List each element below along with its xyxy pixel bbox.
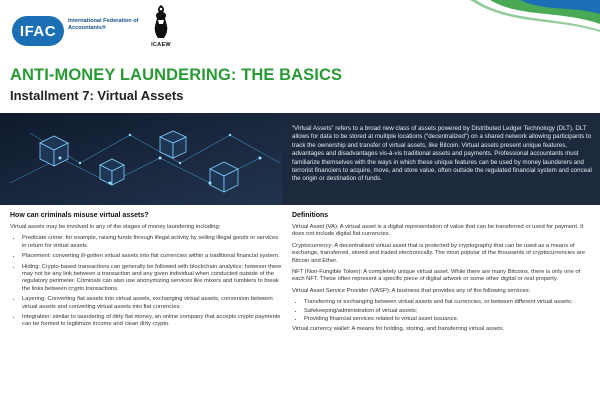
icaew-logo	[146, 4, 176, 60]
list-item: • Placement: converting ill-gotten virtual assets into fiat currencies within a traditional financial system.	[22, 253, 282, 260]
page-title: ANTI-MONEY LAUNDERING: THE BASICS	[10, 66, 343, 84]
definitions-section	[292, 212, 590, 338]
definition-item: Virtual currency wallet: A means for holding, storing, and transferring virtual assets.	[292, 326, 505, 333]
vasp-list	[292, 299, 590, 323]
list-item: • Hiding: Crypto-based transactions can generally be followed with blockchain analytics; however there may not be any link between a transaction and any given individual when conducted outside of the regulatory perimeter. Criminals can also use anonymizing services like mixers and tumblers to break the links between crypto transactions.	[22, 264, 282, 294]
list-item: • Transferring or exchanging between virtual assets and fiat currencies, or between different virtual assets;	[304, 299, 590, 306]
list-item: • Predicate crime: for example, raising funds through illegal activity by selling illegal goods or services in return for virtual assets.	[22, 235, 282, 250]
intro-banner	[0, 113, 600, 205]
corner-decoration	[450, 0, 600, 34]
icaew-crest-icon	[150, 4, 172, 40]
installment-label: Installment 7:	[10, 88, 94, 103]
definition-item: NFT (Non-Fungible Token): A completely unique virtual asset. While there are many Bitcoins, there is only one of each NFT. These often represent a specific piece of digital artwork or some other digital or real property.	[292, 269, 581, 283]
ifac-logo: IFAC	[12, 16, 64, 46]
page-subtitle	[10, 88, 183, 103]
definitions-heading: Definitions	[292, 212, 329, 219]
header	[0, 0, 600, 62]
definition-item: Virtual Asset Service Provider (VASP): A business that provides any of the following services:	[292, 287, 531, 294]
definition-item: Cryptocurrency: A decentralised virtual asset that is protected by cryptography that can be used as a means of exchange, transferred, stored and traded electronically. The most popular of the thousands of cryptocurrencies are Bitcoin and Ether.	[292, 242, 586, 264]
misuse-section	[10, 212, 282, 332]
misuse-list	[10, 235, 282, 328]
icaew-label: ICAEW	[151, 42, 171, 48]
misuse-intro: Virtual assets may be involved in any of the stages of money laundering including:	[10, 224, 221, 230]
list-item: • Providing financial services related to virtual asset issuance.	[304, 316, 590, 323]
list-item: • Safekeeping/administration of virtual assets;	[304, 308, 590, 315]
blockchain-cubes-image	[0, 113, 282, 205]
list-item: • Integration: similar to laundering of dirty fiat money, an online company that accepts crypto payments can be formed to legitimize income and clean dirty crypto.	[22, 314, 282, 329]
list-item: • Layering: Converting fiat assets into virtual assets, exchanging virtual assets, conversion between virtual assets and converting virtual assets into fiat currencies.	[22, 296, 282, 311]
definition-item: Virtual Asset (VA): A virtual asset is a digital representation of value that can be transferred or used for payment. It does not include digital fiat currencies.	[292, 224, 584, 238]
intro-paragraph: “Virtual Assets” refers to a broad new class of assets powered by Distributed Ledger Technology (DLT). DLT allows for data to be stored at multiple locations (“decentralized”) on a shared network allowing participants to track the ownership and transfer of virtual assets, like Bitcoin. Virtual assets present unique features, advantages and disadvantages vis-à-vis traditional assets and payments. Professional accountants must familiarize themselves with the ways in which these unique features can be used by money launderers and terrorist financiers to acquire, move, and store value, often outside the regulated financial system and conceal the origin or destination of funds.	[292, 125, 592, 183]
misuse-heading: How can criminals misuse virtual assets?	[10, 212, 149, 219]
installment-topic: Virtual Assets	[97, 88, 184, 103]
ifac-full-name: International Federation of Accountants®	[68, 18, 139, 31]
